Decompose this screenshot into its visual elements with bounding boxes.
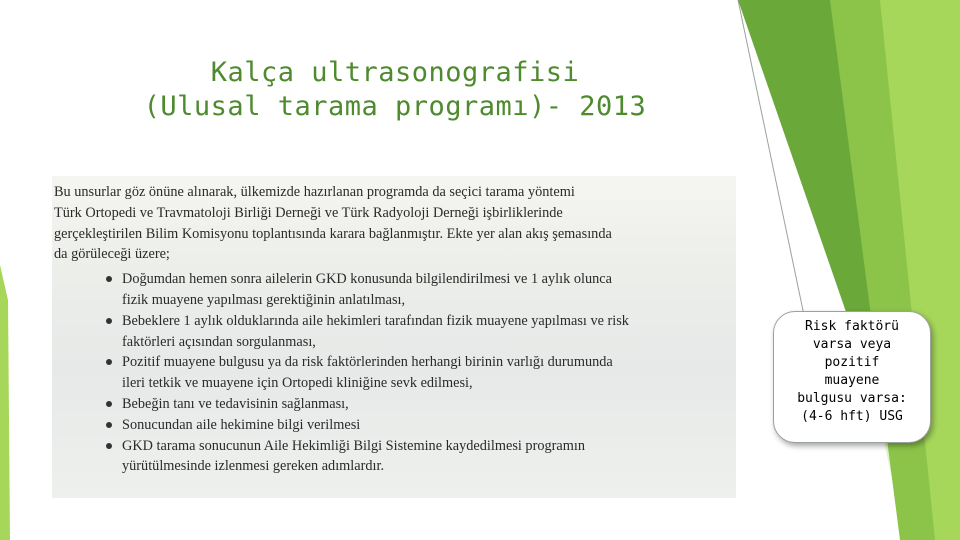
intro-line: Bu unsurlar göz önüne alınarak, ülkemizde hazırlanan programda da seçici tarama yöntemi [54, 184, 575, 200]
intro-line: gerçekleştirilen Bilim Komisyonu toplantısında karara bağlanmıştır. Ekte yer alan akış şemasında [54, 225, 612, 242]
list-item-line: ileri tetkik ve muayene için Ortopedi kliniğine sevk edilmesi, [122, 375, 473, 392]
list-item-line: GKD tarama sonucunun Aile Hekimliği Bilgi Sistemine kaydedilmesi programın [122, 437, 585, 454]
bullet-dot-icon [106, 401, 112, 407]
list-item [54, 311, 726, 353]
left-green-shape [0, 265, 10, 540]
callout-line: (4-6 hft) USG [801, 409, 903, 424]
list-item-line: Bebeklere 1 aylık olduklarında aile hekimleri tarafından fizik muayene yapılması ve risk [122, 312, 629, 329]
intro-line: da görüleceği üzere; [54, 246, 170, 263]
document-bullet-list [54, 269, 726, 477]
slide-title-line1: Kalça ultrasonografisi [210, 57, 580, 88]
list-item-line: faktörleri açısından sorgulanması, [122, 333, 316, 350]
bullet-dot-icon [106, 276, 112, 282]
document-intro [54, 182, 726, 265]
bullet-dot-icon [106, 443, 112, 449]
list-item-line: Pozitif muayene bulgusu ya da risk faktörlerinden herhangi birinin varlığı durumunda [122, 354, 613, 371]
list-item-line: Sonucundan aile hekimine bilgi verilmesi [122, 416, 361, 433]
intro-line: Türk Ortopedi ve Travmatoloji Birliği Derneği ve Türk Radyoloji Derneği işbirliklerinde [54, 204, 563, 221]
callout-line: varsa veya [812, 337, 892, 352]
callout-line: bulgusu varsa: [797, 391, 907, 406]
slide-title [40, 56, 750, 124]
callout-box [773, 311, 931, 443]
list-item [54, 394, 726, 415]
list-item [54, 436, 726, 478]
bullet-dot-icon [106, 359, 112, 365]
callout-line: pozitif [824, 355, 880, 370]
list-item [54, 415, 726, 436]
list-item [54, 269, 726, 311]
list-item-line: yürütülmesinde izlenmesi gereken adımlardır. [122, 458, 385, 475]
bullet-dot-icon [106, 318, 112, 324]
callout-line: muayene [824, 373, 880, 388]
list-item [54, 352, 726, 394]
list-item-line: Bebeğin tanı ve tedavisinin sağlanması, [122, 395, 349, 412]
list-item-line: Doğumdan hemen sonra ailelerin GKD konusunda bilgilendirilmesi ve 1 aylık olunca [122, 271, 612, 288]
slide-title-line2: (Ulusal tarama programı)- 2013 [143, 91, 647, 122]
list-item-line: fizik muayene yapılması gerektiğinin anlatılması, [122, 291, 406, 308]
scanned-document [52, 176, 736, 498]
callout-line: Risk faktörü [805, 319, 899, 334]
bullet-dot-icon [106, 422, 112, 428]
